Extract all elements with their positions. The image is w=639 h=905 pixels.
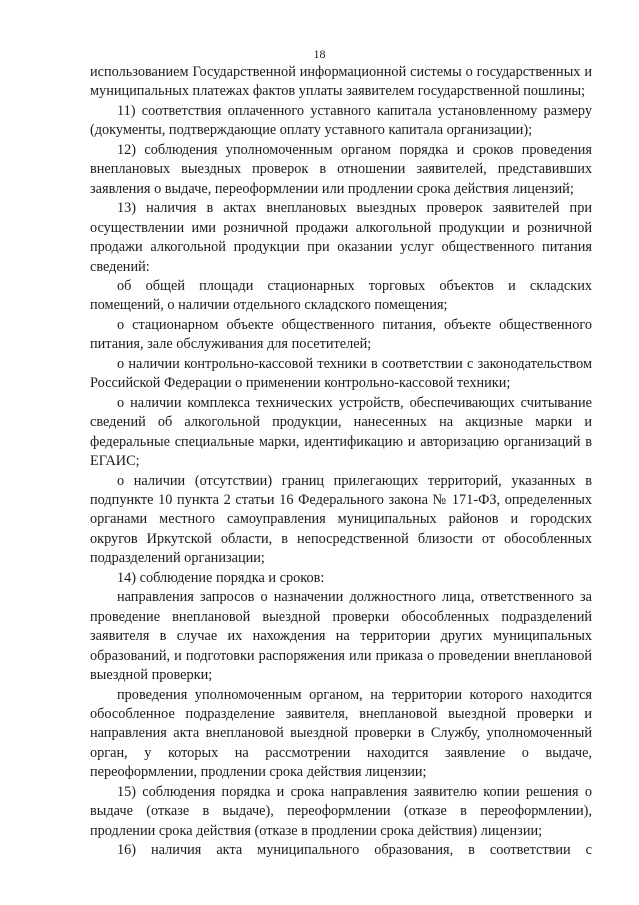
paragraph-cash-register: о наличии контрольно-кассовой техники в соответствии с законодательством Российской Федерации о применении контрольно-кассовой техники; xyxy=(90,355,592,392)
paragraph-floor-area: об общей площади стационарных торговых объектов и складских помещений, о наличии отдельного складского помещения; xyxy=(90,277,592,314)
paragraph-item-12: 12) соблюдения уполномоченным органом порядка и сроков проведения внеплановых выездных проверок в отношении заявителей, представивших заявления о выдаче, переоформлении или продлении срока действия лицензий; xyxy=(90,141,592,197)
paragraph-item-15: 15) соблюдения порядка и срока направления заявителю копии решения о выдаче (отказе в выдаче), переоформлении (отказе в переоформлении), продлении срока действия (отказе в продлении срока действия) лицензии; xyxy=(90,783,592,839)
paragraph-inspection-requests: направления запросов о назначении должностного лица, ответственного за проведение внеплановой выездной проверки обособленных подразделений заявителя в случае их нахождения на территории других муниципальных образований, и подготовки распоряжения или приказа о проведении внеплановой выездной проверки; xyxy=(90,589,592,684)
paragraph-item-16: 16) наличия акта муниципального образования, в соответствии с xyxy=(117,842,592,859)
paragraph-item-11: 11) соответствия оплаченного уставного капитала установленному размеру (документы, подтверждающие оплату уставного капитала организации); xyxy=(90,102,592,139)
paragraph-item-14: 14) соблюдение порядка и сроков: xyxy=(117,569,325,586)
paragraph-adjacent-territories: о наличии (отсутствии) границ прилегающих территорий, указанных в подпункте 10 пункта 2 статьи 16 Федерального закона № 171-ФЗ, определенных органами местного самоуправления муниципальных районов и городских округов Иркутской области, в непосредственной близости от обособленных подразделений организации; xyxy=(90,472,592,567)
paragraph-continuation: использованием Государственной информационной системы о государственных и муниципальных платежах фактов уплаты заявителем государственной пошлины; xyxy=(90,64,592,100)
paragraph-catering-object: о стационарном объекте общественного питания, объекте общественного питания, зале обслуживания для посетителей; xyxy=(90,316,592,353)
page-number: 18 xyxy=(313,47,326,61)
document-body xyxy=(90,63,592,861)
paragraph-inspection-conduct: проведения уполномоченным органом, на территории которого находится обособленное подразделение заявителя, внеплановой выездной проверки и направления акта внеплановой выездной проверки в Службу, уполномоченный орган, у которых на рассмотрении находится заявление о выдаче, переоформлении, продлении срока действия лицензии; xyxy=(90,686,592,781)
paragraph-item-13: 13) наличия в актах внеплановых выездных проверок заявителей при осуществлении ими розничной продажи алкогольной продукции и розничной продажи алкогольной продукции при оказании услуг общественного питания сведений: xyxy=(90,200,592,275)
paragraph-egais-devices: о наличии комплекса технических устройств, обеспечивающих считывание сведений об алкогольной продукции, нанесенных на акцизные марки и федеральные специальные марки, идентификацию и авторизацию организаций в ЕГАИС; xyxy=(90,394,592,470)
